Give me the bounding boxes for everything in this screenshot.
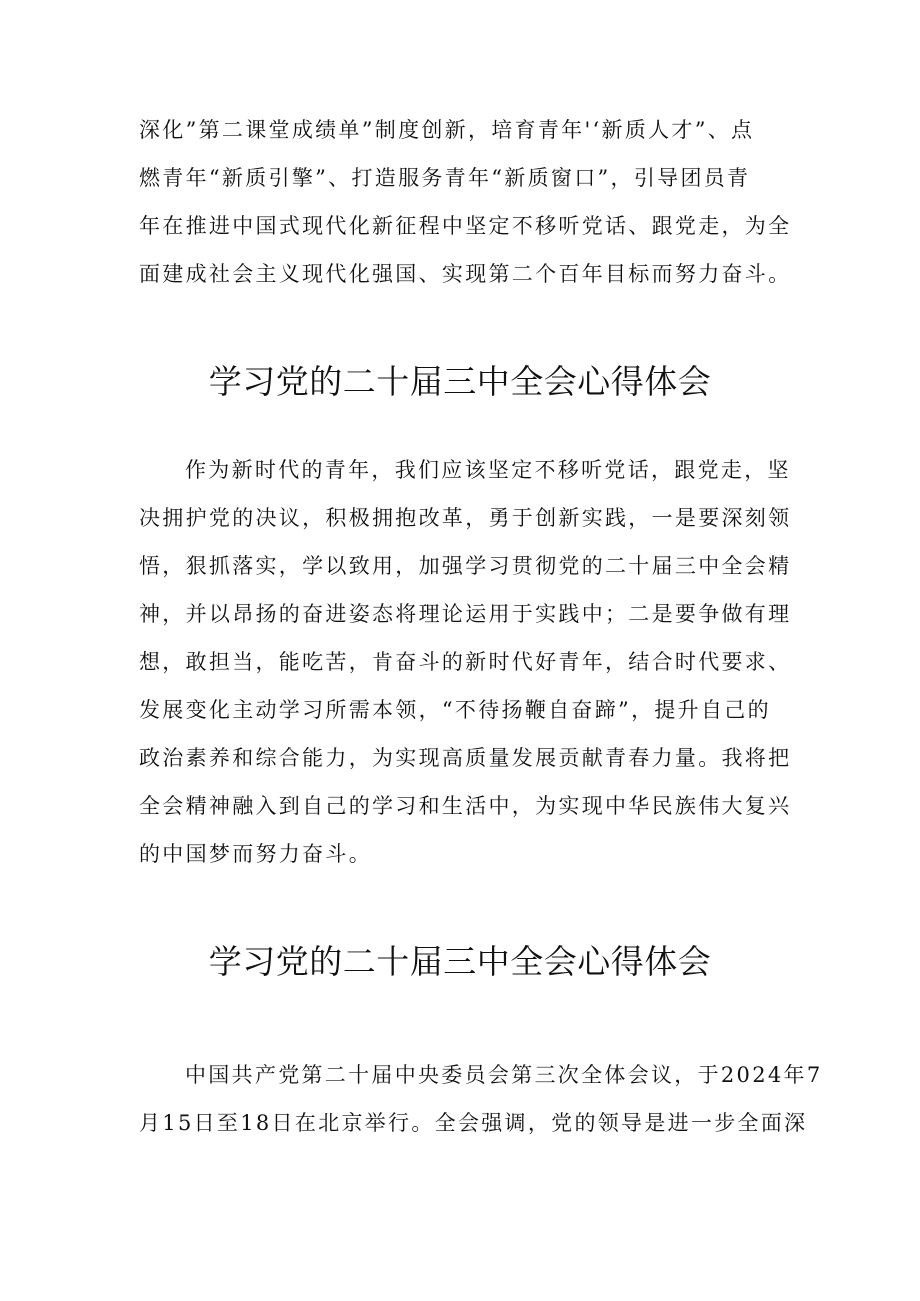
paragraph-line: 发展变化主动学习所需本领，“不待扬鞭自奋蹄”，提升自己的 (139, 698, 771, 722)
paragraph-line: 神，并以昂扬的奋进姿态将理论运用于实践中；二是要争做有理 (139, 602, 792, 626)
paragraph-line: 的中国梦而努力奋斗。 (139, 842, 372, 866)
paragraph-line: 中国共产党第二十届中央委员会第三次全体会议，于2024年7 (185, 1063, 823, 1087)
paragraph-line: 面建成社会主义现代化强国、实现第二个百年目标而努力奋斗。 (139, 262, 792, 286)
paragraph-line: 月15日至18日在北京举行。全会强调，党的领导是进一步全面深 (139, 1111, 808, 1135)
section-heading: 学习党的二十届三中全会心得体会 (208, 362, 712, 401)
body-paragraph (139, 446, 799, 878)
paragraph-line: 深化”第二课堂成绩单”制度创新，培育青年'‘新质人才”、点 (139, 118, 755, 142)
paragraph-line: 决拥护党的决议，积极拥抱改革，勇于创新实践，一是要深刻领 (139, 506, 792, 530)
paragraph-line: 政治素养和综合能力，为实现高质量发展贡献青春力量。我将把 (139, 746, 792, 770)
paragraph-line: 燃青年“新质引擎”、打造服务青年“新质窗口”，引导团员青 (139, 166, 751, 190)
paragraph-line: 全会精神融入到自己的学习和生活中，为实现中华民族伟大复兴 (139, 794, 792, 818)
paragraph-line: 悟，狠抓落实，学以致用，加强学习贯彻党的二十届三中全会精 (139, 554, 792, 578)
paragraph-line: 想，敢担当，能吃苦，肯奋斗的新时代好青年，结合时代要求、 (139, 650, 792, 674)
section-heading: 学习党的二十届三中全会心得体会 (208, 942, 712, 981)
body-paragraph (139, 106, 799, 298)
paragraph-line: 年在推进中国式现代化新征程中坚定不移听党话、跟党走，为全 (139, 214, 792, 238)
paragraph-line: 作为新时代的青年，我们应该坚定不移听党话，跟党走，坚 (185, 458, 791, 482)
body-paragraph (139, 1051, 823, 1147)
